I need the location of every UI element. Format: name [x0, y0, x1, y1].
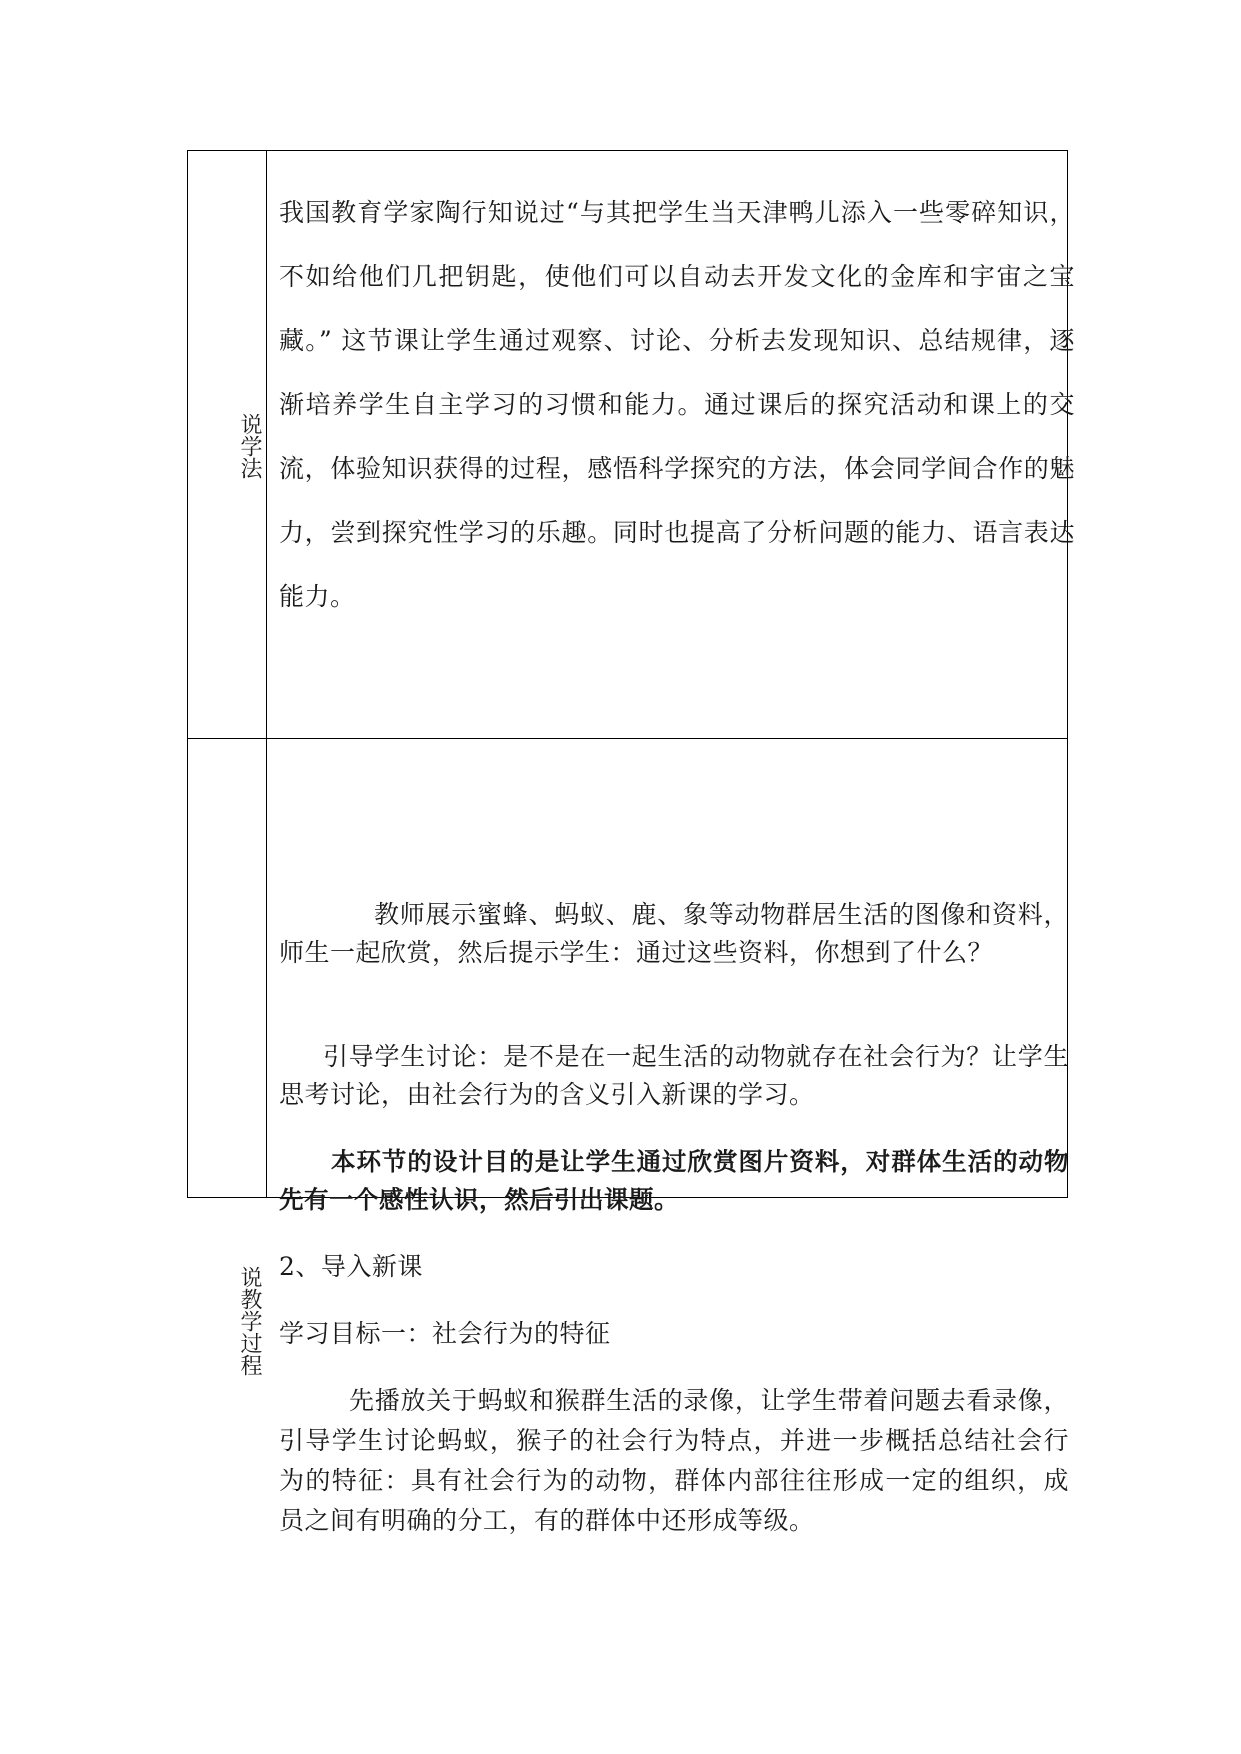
step-heading: 2、导入新课	[279, 1252, 423, 1281]
row-label-cell	[188, 151, 267, 738]
learning-goal-heading: 学习目标一：社会行为的特征	[279, 1319, 611, 1348]
row-content-cell	[267, 739, 1069, 1535]
row-label-study-method: 说学法	[237, 413, 262, 479]
lesson-plan-table	[187, 150, 1075, 1535]
row-content-cell	[267, 151, 1075, 738]
design-purpose-paragraph: 本环节的设计目的是让学生通过欣赏图片资料，对群体生活的动物先有一个感性认识，然后引出课题。	[279, 1147, 1069, 1214]
video-paragraph: 先播放关于蚂蚁和猴群生活的录像，让学生带着问题去看录像，引导学生讨论蚂蚁，猴子的社会行为特点，并进一步概括总结社会行为的特征：具有社会行为的动物，群体内部往往形成一定的组织，成员之间有明确的分工，有的群体中还形成等级。	[279, 1386, 1069, 1535]
guide-paragraph: 引导学生讨论：是不是在一起生活的动物就存在社会行为？让学生思考讨论，由社会行为的含义引入新课的学习。	[279, 1042, 1069, 1109]
intro-paragraph: 教师展示蜜蜂、蚂蚁、鹿、象等动物群居生活的图像和资料，师生一起欣赏，然后提示学生：通过这些资料，你想到了什么？	[279, 900, 1069, 967]
table-row-teaching-process	[188, 739, 1069, 1535]
study-method-paragraph: 我国教育学家陶行知说过“与其把学生当天津鸭儿添入一些零碎知识，不如给他们几把钥匙，使他们可以自动去开发文化的金库和宇宙之宝藏。” 这节课让学生通过观察、讨论、分析去发现知识、总结规律，逐渐培养学生自主学习的习惯和能力。通过课后的探究活动和课上的交流，体验知识获得的过程，感悟科学探究的方法，体会同学间合作的魅力，尝到探究性学习的乐趣。同时也提高了分析问题的能力、语言表达能力。	[279, 198, 1075, 611]
table-row-study-method	[188, 151, 1075, 739]
row-label-cell	[188, 739, 267, 1376]
row-label-teaching-process: 说教学过程	[237, 1266, 262, 1376]
